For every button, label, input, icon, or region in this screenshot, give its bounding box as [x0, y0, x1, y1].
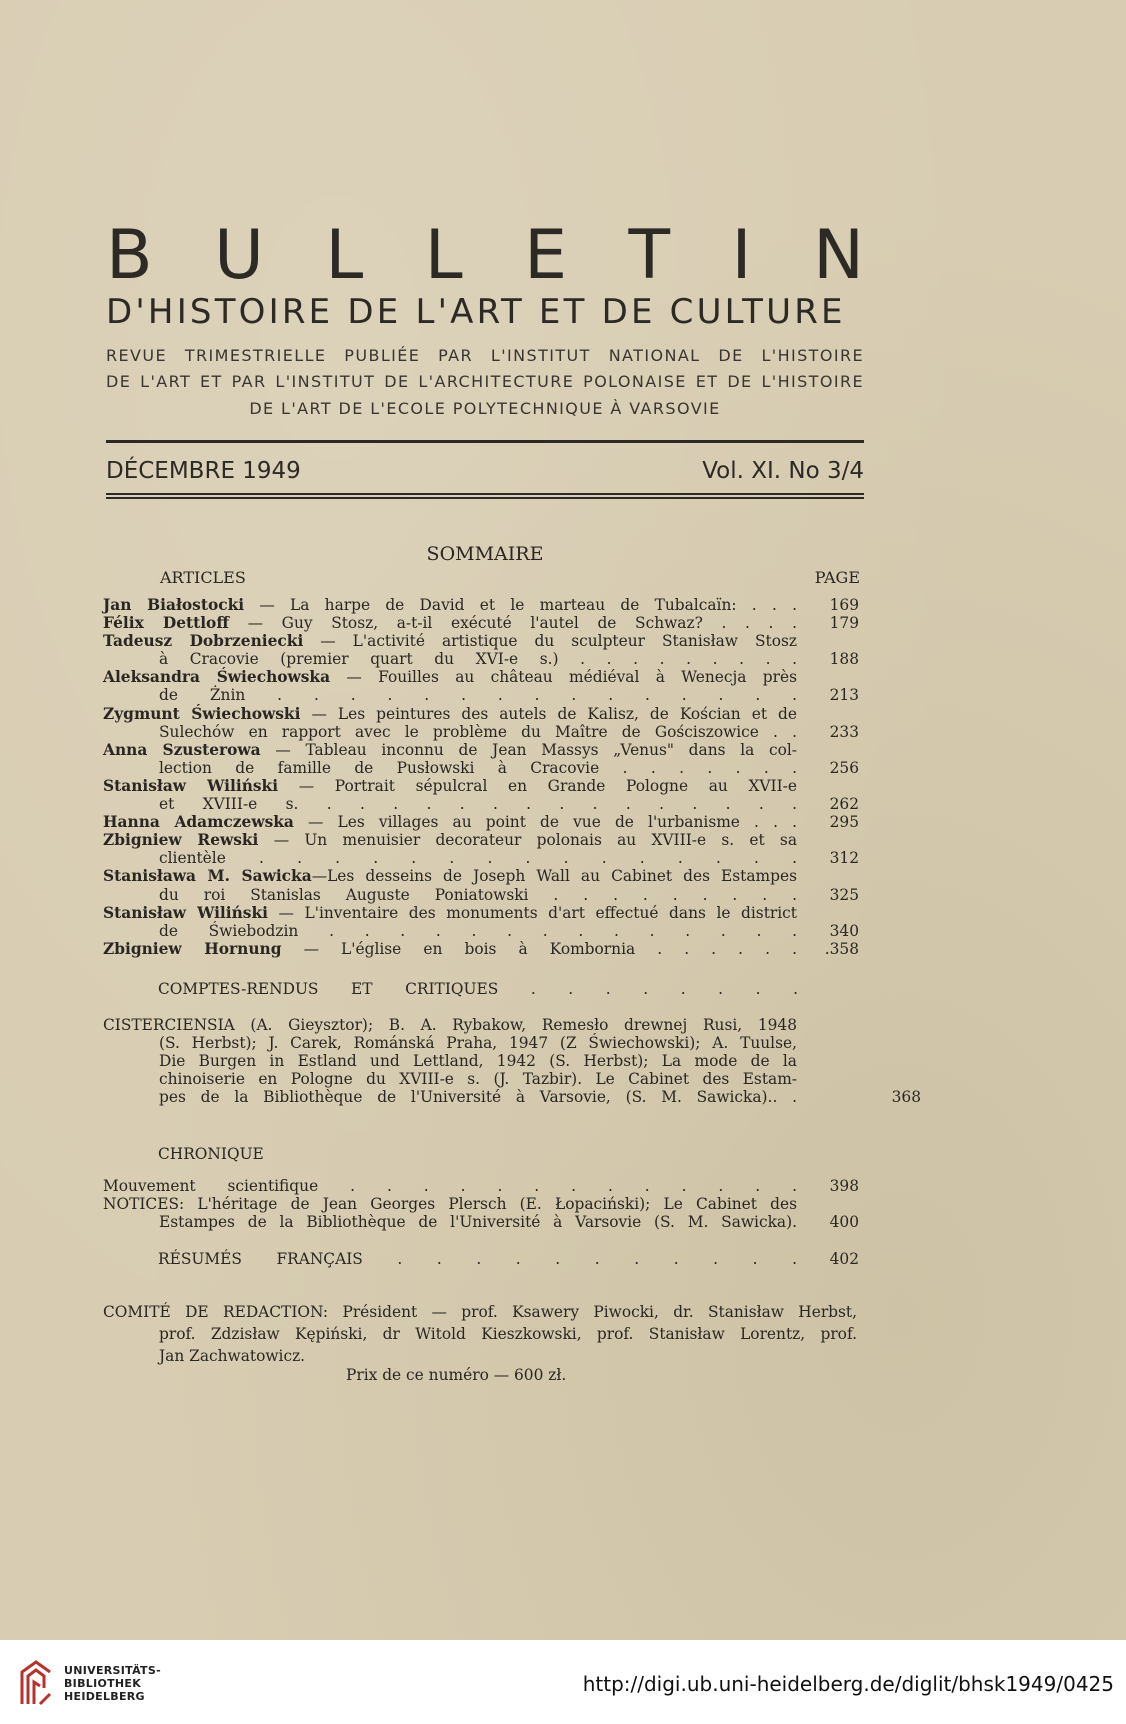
title-text: — L'activité artistique du sculpteur Stanisław Stosz — [320, 632, 797, 651]
author: Anna Szusterowa — [103, 740, 261, 759]
toc-line — [103, 831, 797, 849]
title-letter: E — [524, 215, 568, 295]
bulletin-title — [106, 210, 864, 300]
library-footer — [0, 1640, 1126, 1724]
title-letter: B — [106, 215, 153, 295]
toc-entry — [103, 668, 859, 704]
toc-entry — [103, 741, 859, 777]
toc-line: clientèle . . . . . . . . . . . . . . . — [159, 849, 797, 868]
comite-line: Jan Zachwatowicz. — [159, 1347, 306, 1365]
resumes-row — [158, 1250, 859, 1268]
title-text: — Guy Stosz, a-t-il exécuté l'autel de Schwaz? . . . . — [247, 614, 797, 633]
comptes-label: COMPTES-RENDUS ET CRITIQUES . . . . . . . . — [158, 980, 798, 998]
table-of-contents — [103, 596, 859, 958]
toc-entry — [103, 596, 859, 614]
revue-line: REVUE TRIMESTRIELLE PUBLIÉE PAR L'INSTITUT NATIONAL DE L'HISTOIRE — [106, 346, 864, 365]
toc-line: et XVIII-e s. . . . . . . . . . . . . . . . — [159, 795, 797, 814]
library-name — [64, 1664, 161, 1703]
author: Aleksandra Świechowska — [103, 668, 331, 687]
bottom-rule-2 — [106, 497, 864, 499]
comite-line: COMITÉ DE REDACTION: Président — prof. Ksawery Piwocki, dr. Stanisław Herbst, — [103, 1303, 857, 1321]
title-text: —Les desseins de Joseph Wall au Cabinet des Estampes — [311, 867, 797, 886]
author: Jan Białostocki — [103, 596, 245, 614]
issue-volume: Vol. XI. No 3/4 — [702, 458, 864, 484]
title-text: — Un menuisier decorateur polonais au XVIII-e s. et sa — [273, 831, 798, 850]
page-number: 188 — [829, 650, 859, 669]
title-text: — Tableau inconnu de Jean Massys „Venus" dans la col- — [275, 740, 798, 759]
chronique-block — [103, 1177, 859, 1231]
mouvement-line — [103, 1177, 859, 1195]
toc-entry — [103, 777, 859, 813]
source-url-link[interactable]: http://digi.ub.uni-heidelberg.de/diglit/bhsk1949/0425 — [582, 1672, 1114, 1696]
articles-label: ARTICLES — [160, 568, 246, 587]
notices-line — [103, 1213, 859, 1231]
author: Stanisław Wiliński — [103, 903, 268, 922]
heidelberg-library-logo-icon — [16, 1658, 56, 1708]
page-number: 179 — [829, 614, 859, 633]
toc-line — [103, 777, 797, 795]
toc-entry — [103, 705, 859, 741]
review-line: Die Burgen in Estland und Lettland, 1942 (S. Herbst); La mode de la — [159, 1052, 797, 1071]
toc-line: Sulechów en rapport avec le problème du Maître de Gościszowice . . — [159, 722, 797, 741]
toc-line — [103, 614, 797, 632]
revue-line: DE L'ART DE L'ECOLE POLYTECHNIQUE À VARSOVIE — [249, 399, 721, 418]
comptes-rendus-heading — [158, 980, 798, 998]
title-text: — Fouilles au château médiéval à Wenecja près — [346, 668, 797, 687]
journal-subtitle: D'HISTOIRE DE L'ART ET DE CULTURE — [106, 292, 846, 332]
title-letter: I — [731, 215, 752, 295]
issue-date: DÉCEMBRE 1949 — [106, 458, 301, 484]
title-text: — La harpe de David et le marteau de Tubalcaïn: . . . — [259, 596, 797, 614]
review-line: (S. Herbst); J. Carek, Románská Praha, 1947 (Z Świechowski); A. Tuulse, — [159, 1034, 797, 1053]
author: Stanisław Wiliński — [103, 776, 279, 795]
review-text: pes de la Bibliothèque de l'Université à Varsovie, (S. M. Sawicka).. . — [159, 1088, 797, 1107]
toc-line — [103, 705, 797, 723]
title-text: — Les villages au point de vue de l'urbanisme . . . — [308, 813, 797, 832]
toc-entry — [103, 904, 859, 940]
library-line: HEIDELBERG — [64, 1690, 145, 1703]
author: Hanna Adamczewska — [103, 813, 294, 832]
toc-line: de Świebodzin . . . . . . . . . . . . . . — [159, 921, 797, 940]
toc-line — [103, 668, 797, 686]
resumes-line — [158, 1250, 859, 1268]
page-number: .358 — [824, 939, 859, 958]
title-letter: N — [813, 215, 864, 295]
page-number: 295 — [829, 813, 859, 832]
toc-line — [103, 632, 797, 650]
title-letter: U — [214, 215, 264, 295]
toc-entry — [103, 813, 859, 831]
bottom-rule-1 — [106, 493, 864, 495]
notices-line: NOTICES: L'héritage de Jean Georges Plersch (E. Łopaciński); Le Cabinet des — [103, 1195, 797, 1214]
page-number: 213 — [829, 686, 859, 705]
review-line: chinoiserie en Pologne du XVIII-e s. (J. Tazbir). Le Cabinet des Estam- — [159, 1070, 797, 1089]
review-line: CISTERCIENSIA (A. Gieysztor); B. A. Rybakow, Remesło drewnej Rusi, 1948 — [103, 1016, 797, 1034]
toc-line: de Żnin . . . . . . . . . . . . . . . — [159, 686, 797, 705]
author: Tadeusz Dobrzeniecki — [103, 632, 304, 651]
page-number: 398 — [829, 1177, 859, 1195]
page-number: 312 — [829, 849, 859, 868]
toc-entry — [103, 614, 859, 632]
page-number: 233 — [829, 722, 859, 741]
page-number: 368 — [891, 1088, 921, 1107]
top-rule — [106, 440, 864, 443]
title-text: — Les peintures des autels de Kalisz, de Kościan et de — [311, 704, 797, 723]
chronique-label: CHRONIQUE — [158, 1145, 264, 1163]
page-number: 262 — [829, 795, 859, 814]
page-number: 325 — [829, 885, 859, 904]
author: Félix Dettloff — [103, 614, 229, 633]
page-number: 169 — [829, 596, 859, 614]
toc-line: à Cracovie (premier quart du XVI-e s.) . . . . . . . . . — [159, 650, 797, 669]
page-number: 256 — [829, 758, 859, 777]
toc-entry — [103, 867, 859, 903]
page-label: PAGE — [814, 568, 860, 587]
author: Zbigniew Hornung — [103, 939, 282, 958]
toc-line — [103, 904, 797, 922]
toc-line — [103, 596, 797, 614]
chronique-heading — [158, 1145, 264, 1163]
author: Zygmunt Świechowski — [103, 704, 301, 723]
price-line: Prix de ce numéro — 600 zł. — [346, 1366, 567, 1384]
title-text: — L'inventaire des monuments d'art effectué dans le district — [278, 903, 797, 922]
resumes-text: RÉSUMÉS FRANÇAIS . . . . . . . . . . . — [158, 1250, 797, 1268]
notices-text: Estampes de la Bibliothèque de l'Université à Varsovie (S. M. Sawicka). — [159, 1213, 797, 1232]
comite-block — [103, 1301, 857, 1367]
title-letter: L — [424, 215, 463, 295]
toc-entry — [103, 940, 859, 958]
toc-entry — [103, 632, 859, 668]
title-letter: L — [325, 215, 364, 295]
toc-line — [103, 940, 797, 958]
toc-line: du roi Stanislas Auguste Poniatowski . . . . . . . . . — [159, 885, 797, 904]
toc-line — [103, 813, 797, 831]
revue-line: DE L'ART ET PAR L'INSTITUT DE L'ARCHITECTURE POLONAISE ET DE L'HISTOIRE — [106, 372, 864, 391]
page-number: 400 — [829, 1213, 859, 1232]
library-line: UNIVERSITÄTS- — [64, 1664, 161, 1677]
review-line — [103, 1088, 921, 1107]
title-text: — Portrait sépulcral en Grande Pologne au XVII-e — [298, 776, 797, 795]
title-text: — L'église en bois à Kombornia . . . . . . — [303, 939, 797, 958]
library-line: BIBLIOTHEK — [64, 1677, 142, 1690]
cisterciensia-block — [103, 1016, 921, 1107]
toc-line — [103, 741, 797, 759]
page-number: 402 — [829, 1250, 859, 1268]
mouvement-text: Mouvement scientifique . . . . . . . . . . . . . — [103, 1177, 797, 1195]
toc-line: lection de famille de Pusłowski à Cracovie . . . . . . . — [159, 758, 797, 777]
title-letter: T — [628, 215, 671, 295]
sommaire-heading: SOMMAIRE — [426, 543, 544, 565]
comite-line: prof. Zdzisław Kępiński, dr Witold Kieszkowski, prof. Stanisław Lorentz, prof. — [159, 1325, 857, 1343]
author: Stanisława M. Sawicka — [103, 867, 312, 886]
author: Zbigniew Rewski — [103, 831, 259, 850]
page-number: 340 — [829, 921, 859, 940]
toc-line — [103, 867, 797, 885]
toc-entry — [103, 831, 859, 867]
